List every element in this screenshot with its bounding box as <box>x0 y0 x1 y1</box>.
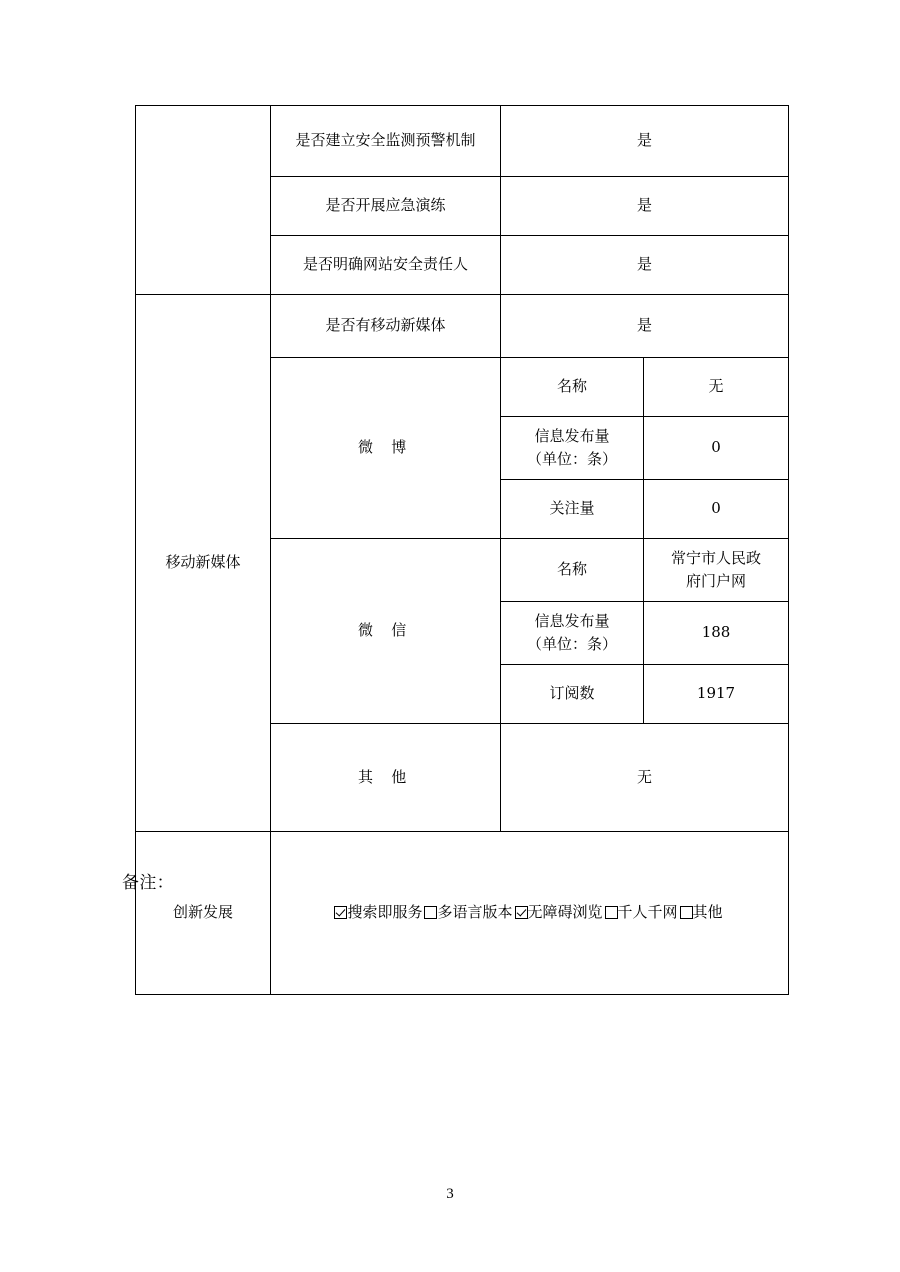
weixin-name-label: 名称 <box>501 539 644 602</box>
security-row-label-1: 是否开展应急演练 <box>271 177 501 236</box>
weibo-publish-count-label-line2: （单位：条） <box>526 450 617 468</box>
other-media-value: 无 <box>501 724 789 832</box>
checkbox-label-accessibility: 无障碍浏览 <box>527 903 603 922</box>
table-row <box>136 832 789 995</box>
weibo-publish-count-value: 0 <box>644 417 789 480</box>
weixin-name-value <box>644 539 789 602</box>
page-number: 3 <box>446 1186 454 1202</box>
security-row-label-0: 是否建立安全监测预警机制 <box>271 106 501 177</box>
weixin-subscribers-label: 订阅数 <box>501 665 644 724</box>
mobile-media-section-label: 移动新媒体 <box>136 295 271 832</box>
checkbox-search-as-service[interactable] <box>334 906 347 919</box>
checkbox-other[interactable] <box>680 906 693 919</box>
weixin-publish-count-label-line2: （单位：条） <box>526 635 617 653</box>
weibo-followers-value: 0 <box>644 480 789 539</box>
weixin-subscribers-value: 1917 <box>644 665 789 724</box>
security-row-value-0: 是 <box>501 106 789 177</box>
report-table <box>135 105 789 995</box>
table-row <box>136 295 789 358</box>
other-media-label: 其 他 <box>271 724 501 832</box>
weibo-name-value: 无 <box>644 358 789 417</box>
weixin-name-value-line2: 府门户网 <box>686 572 747 590</box>
weibo-publish-count-label-line1: 信息发布量 <box>534 426 610 445</box>
checkbox-multilanguage[interactable] <box>424 906 437 919</box>
security-row-value-1: 是 <box>501 177 789 236</box>
weixin-publish-count-label <box>501 602 644 665</box>
table-row <box>136 106 789 177</box>
weixin-label: 微 信 <box>271 539 501 724</box>
weibo-label: 微 博 <box>271 358 501 539</box>
remark-label: 备注： <box>122 873 175 893</box>
checkbox-accessibility[interactable] <box>515 906 528 919</box>
checkbox-label-multilanguage: 多语言版本 <box>437 903 513 922</box>
weibo-followers-label: 关注量 <box>501 480 644 539</box>
checkbox-label-thousand-people-thousand-sites: 千人千网 <box>617 903 678 922</box>
weixin-publish-count-value: 188 <box>644 602 789 665</box>
checkbox-label-search-as-service: 搜索即服务 <box>347 903 423 922</box>
checkbox-thousand-people-thousand-sites[interactable] <box>605 906 618 919</box>
innovation-checkbox-group <box>334 901 724 924</box>
has-mobile-media-value: 是 <box>501 295 789 358</box>
innovation-section-label: 创新发展 <box>136 832 271 995</box>
weixin-publish-count-label-line1: 信息发布量 <box>534 611 610 630</box>
weixin-name-value-line1: 常宁市人民政 <box>671 548 762 567</box>
security-section-label <box>136 106 271 295</box>
weibo-name-label: 名称 <box>501 358 644 417</box>
innovation-options-cell <box>271 832 789 995</box>
security-row-label-2: 是否明确网站安全责任人 <box>271 236 501 295</box>
has-mobile-media-label: 是否有移动新媒体 <box>271 295 501 358</box>
checkbox-label-other: 其他 <box>692 903 723 922</box>
weibo-publish-count-label <box>501 417 644 480</box>
security-row-value-2: 是 <box>501 236 789 295</box>
